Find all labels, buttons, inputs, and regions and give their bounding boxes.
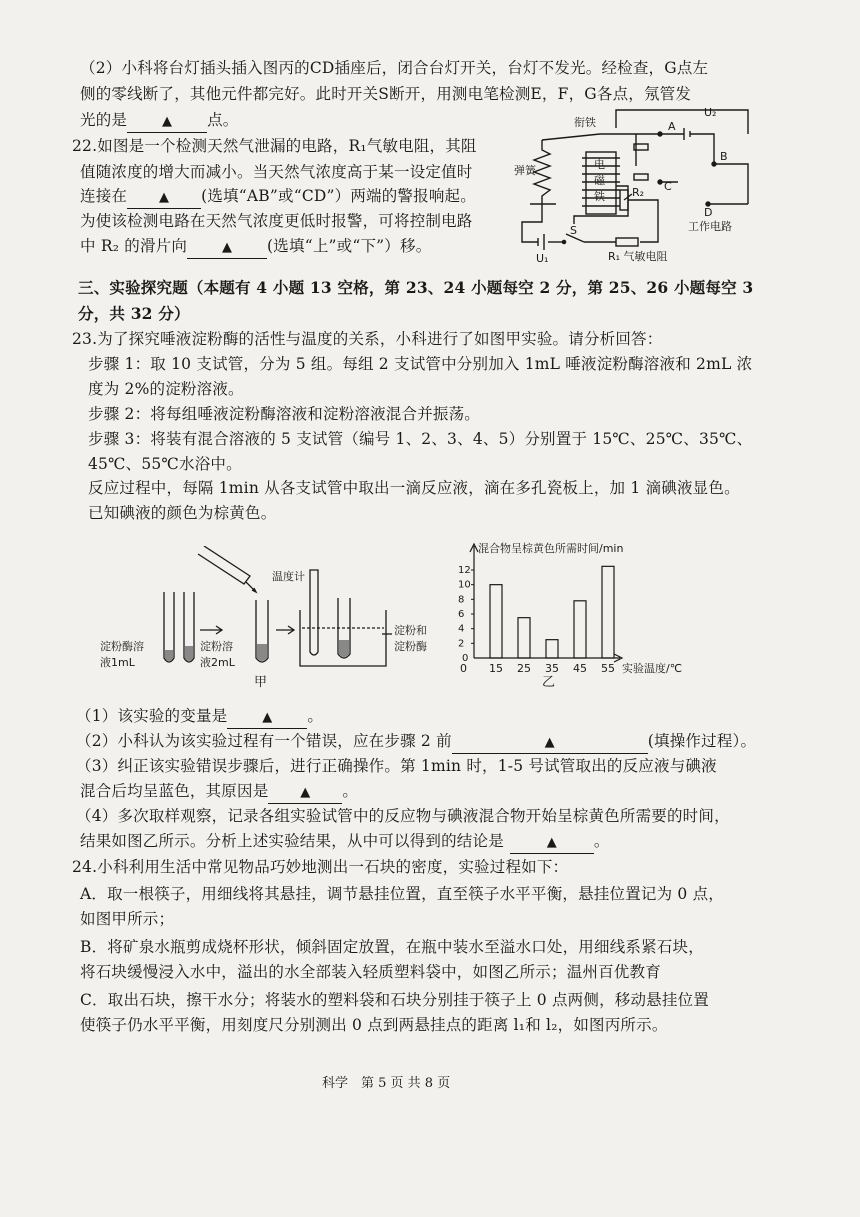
magnet-label-2: 磁 [594,174,605,187]
work-circuit-label: 工作电路 [688,220,732,233]
q24-step-c-line2: 使筷子仍水平平衡，用刻度尺分别测出 0 点到两悬挂点的距离 l₁和 l₂，如图丙所示。 [80,1016,668,1034]
x-tick-label: 45 [573,662,587,675]
q21-2-line3-end: 点。 [207,111,239,129]
q23-sub1-text: （1）该实验的变量是 [76,707,228,725]
answer-blank[interactable] [187,236,267,259]
gas-alarm-circuit-diagram [508,104,780,268]
x-tick-label: 25 [517,662,531,675]
armature-label: 衔铁 [574,116,596,129]
chart-x-label: 实验温度/℃ [622,662,683,675]
q23-sub4-line1: （4）多次取样观察，记录各组实验试管中的反应物与碘液混合物开始呈棕黄色所需要的时间， [76,807,730,825]
q23-sub3-text: 混合后均呈蓝色，其原因是 [80,782,269,800]
spring-label: 弹簧 [514,164,536,177]
q21-2-line2: 侧的零线断了，其他元件都完好。此时开关S断开，用测电笔检测E，F，G各点，氖管发 [80,85,692,103]
answer-marker-icon: ▲ [546,835,557,850]
q22-line2: 值随浓度的增大而减小。当天然气浓度高于某一设定值时 [80,163,473,181]
starch-tube-label-1: 淀粉溶 [200,640,233,653]
x-tick-label: 15 [489,662,503,675]
q23-step2: 步骤 2：将每组唾液淀粉酶溶液和淀粉溶液混合并振荡。 [88,405,480,423]
page-footer: 科学 第 5 页 共 8 页 [322,1076,451,1091]
bar-15 [490,585,502,658]
q22-line3-end: (选填“AB”或“CD”）两端的警报响起。 [201,187,476,205]
q24-step-a-line1: A．取一根筷子，用细线将其悬挂，调节悬挂位置，直至筷子水平平衡，悬挂位置记为 0 点， [80,885,725,903]
time-vs-temperature-bar-chart [448,540,728,688]
q22-line4: 为使该检测电路在天然气浓度更低时报警，可将控制电路 [80,212,473,230]
point-d-label: D [704,206,713,219]
q23-intro: 23.为了探究唾液淀粉酶的活性与温度的关系，小科进行了如图甲实验。请分析回答： [72,330,663,348]
y-tick-label: 2 [458,638,465,650]
q23-reaction-line2: 已知碘液的颜色为棕黄色。 [88,504,277,522]
starch-tube-label-2: 液2mL [200,656,235,669]
q24-step-b-line1: B．将矿泉水瓶剪成烧杯形状，倾斜固定放置，在瓶中装水至溢水口处，用细线系紧石块， [80,938,704,956]
q23-sub1 [76,706,323,729]
point-b-label: B [720,150,728,163]
point-a-label: A [668,120,676,133]
section3-heading-line2: 分，共 32 分） [78,304,190,323]
q22-line5-end: (选填“上”或“下”）移。 [267,237,432,255]
figure-yi-label: 乙 [542,675,556,688]
answer-marker-icon: ▲ [159,190,170,205]
y-tick-label: 8 [458,594,465,606]
answer-blank[interactable] [127,186,201,209]
enzyme-tube-label-1: 淀粉酶溶 [100,640,144,653]
x-tick-label: 55 [601,662,615,675]
q23-sub2 [76,731,756,754]
mixture-label-1: 淀粉和 [394,624,427,637]
q22-line3 [80,186,476,209]
y-tick-label: 0 [462,653,469,664]
enzyme-tube-label-2: 液1mL [100,656,135,669]
q24-intro: 24.小科利用生活中常见物品巧妙地测出一石块的密度，实验过程如下： [72,858,569,876]
q23-sub4-line2 [80,831,610,854]
q23-reaction-line1: 反应过程中，每隔 1min 从各支试管中取出一滴反应液，滴在多孔瓷板上，加 1 滴碘液显色。 [88,479,740,497]
answer-marker-icon: ▲ [221,240,233,255]
bar-25 [518,618,530,658]
bar-55 [602,566,614,658]
chart-x-origin-label: 0 [460,662,467,675]
x-tick-label: 35 [545,662,559,675]
thermometer-label: 温度计 [272,570,305,583]
figure-jia-label: 甲 [254,675,268,690]
q23-sub2-end: (填操作过程）。 [647,732,757,750]
q21-2-line3 [80,110,239,133]
answer-blank[interactable] [227,706,307,729]
u2-label: U₂ [704,106,717,119]
answer-marker-icon: ▲ [162,114,173,129]
answer-marker-icon: ▲ [300,785,311,800]
y-tick-label: 4 [458,623,465,635]
r1-label: R₁ 气敏电阻 [608,250,668,263]
answer-blank[interactable] [268,781,342,804]
q23-sub2-text: （2）小科认为该实验过程有一个错误，应在步骤 2 前 [76,732,452,750]
q22-line1: 22.如图是一个检测天然气泄漏的电路，R₁气敏电阻，其阻 [72,137,477,155]
q23-sub4-end: 。 [593,832,610,850]
y-tick-label: 10 [458,579,471,591]
answer-blank[interactable] [127,110,207,133]
q21-2-line3-text: 光的是 [80,111,128,129]
answer-marker-icon: ▲ [262,710,273,725]
bar-35 [546,640,558,658]
bar-45 [574,601,586,658]
q23-sub1-end: 。 [307,707,324,725]
q23-step1-line1: 步骤 1：取 10 支试管，分为 5 组。每组 2 支试管中分别加入 1mL 唾液淀粉酶溶液和 2mL 浓 [88,355,753,373]
mixture-label-2: 淀粉酶 [394,640,427,653]
q23-step3-line1: 步骤 3：将装有混合溶液的 5 支试管（编号 1、2、3、4、5）分别置于 15℃、25℃、35℃、 [88,430,753,448]
section3-heading-line1: 三、实验探究题（本题有 4 小题 13 空格，第 23、24 小题每空 2 分，第 25、26 小题每空 3 [78,278,754,297]
switch-s-label: S [570,224,577,237]
answer-marker-icon: ▲ [544,735,555,750]
q22-line5-text: 中 R₂ 的滑片向 [80,237,188,255]
q24-step-a-line2: 如图甲所示； [80,910,175,928]
y-tick-label: 6 [458,609,465,620]
q23-step1-line2: 度为 2%的淀粉溶液。 [88,380,244,398]
q24-step-b-line2: 将石块缓慢浸入水中，溢出的水全部装入轻质塑料袋中，如图乙所示；温州百优教育 [80,963,661,981]
r2-label: R₂ [632,186,645,199]
q23-sub3-end: 。 [342,782,359,800]
u1-label: U₁ [536,252,549,265]
q23-sub4-text: 结果如图乙所示。分析上述实验结果，从中可以得到的结论是 [80,832,504,850]
magnet-label-3: 铁 [594,190,605,203]
q23-sub3-line1: （3）纠正该实验错误步骤后，进行正确操作。第 1min 时，1-5 号试管取出的反应液与碘液 [76,757,717,775]
point-c-label: C [664,180,672,193]
q21-2-line1: （2）小科将台灯插头插入图丙的CD插座后，闭合台灯开关，台灯不发光。经检查，G点左 [80,59,709,77]
answer-blank[interactable] [452,731,648,754]
q23-sub3-line2 [80,781,358,804]
experiment-setup-figure [96,546,446,692]
q22-line5 [80,236,431,259]
chart-y-label: 混合物呈棕黄色所需时间/min [478,542,624,555]
q22-line3-text: 连接在 [80,187,128,205]
y-tick-label: 12 [458,565,471,576]
answer-blank[interactable] [510,831,594,854]
magnet-label-1: 电 [594,158,605,171]
q23-step3-line2: 45℃、55℃水浴中。 [88,455,242,473]
q24-step-c-line1: C．取出石块，擦干水分；将装水的塑料袋和石块分别挂于筷子上 0 点两侧，移动悬挂位置 [80,991,709,1009]
